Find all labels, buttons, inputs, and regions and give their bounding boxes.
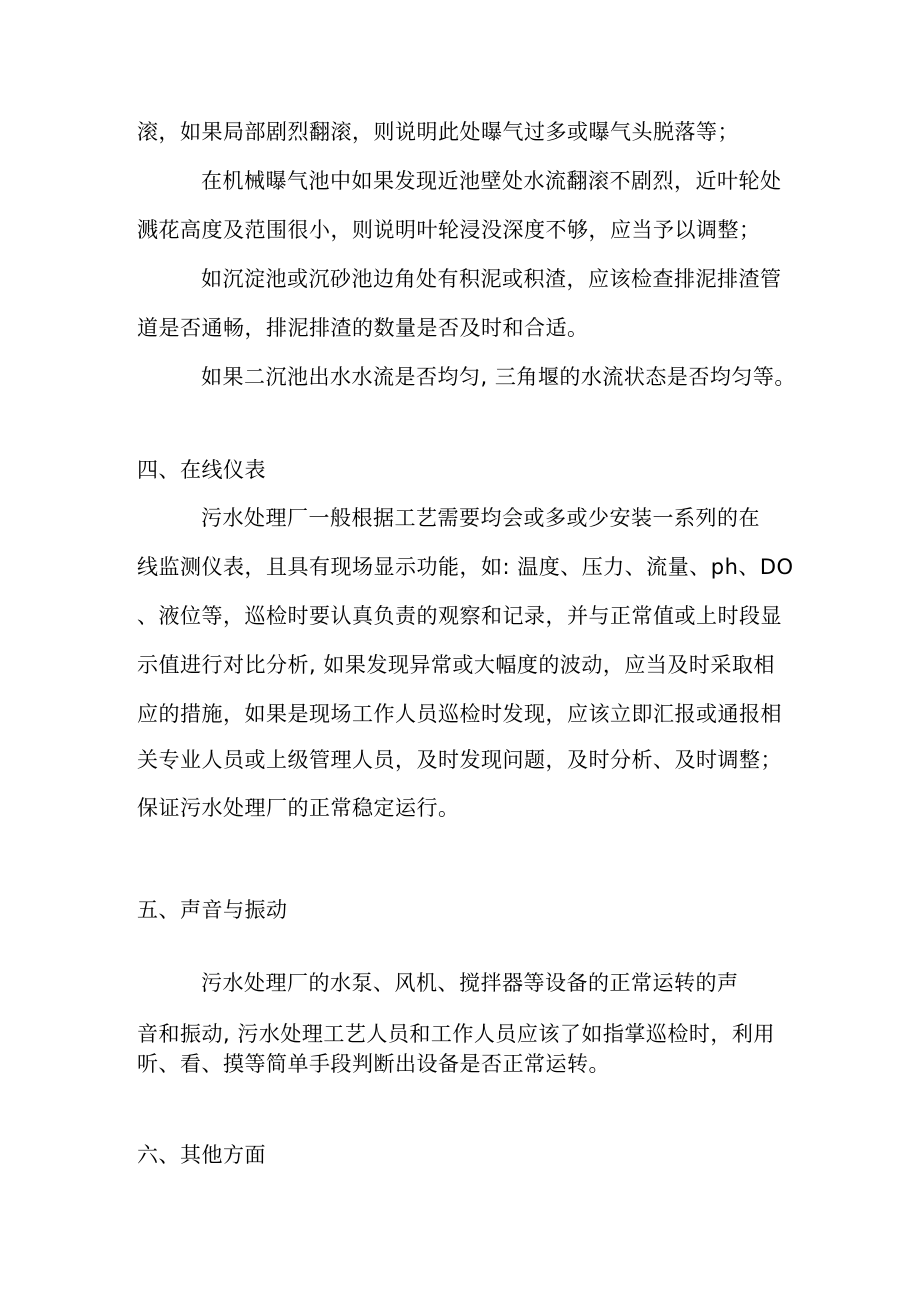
paragraph-line: 保证污水处理厂的正常稳定运行。 xyxy=(137,796,460,820)
section-heading-5: 五、声音与振动 xyxy=(137,898,288,922)
paragraph-line: 污水处理厂的水泵、风机、搅拌器等设备的正常运转的声 xyxy=(201,971,739,995)
paragraph-line: 示值进行对比分析, 如果发现异常或大幅度的波动，应当及时采取相 xyxy=(137,653,775,677)
paragraph-line: 、液位等，巡检时要认真负责的观察和记录，并与正常值或上时段显 xyxy=(137,604,782,628)
paragraph-line: 在机械曝气池中如果发现近池壁处水流翻滚不剧烈，近叶轮处 xyxy=(201,169,782,193)
paragraph-line: 溅花高度及范围很小，则说明叶轮浸没深度不够，应当予以调整； xyxy=(137,218,761,242)
paragraph-line: 道是否通畅，排泥排渣的数量是否及时和合适。 xyxy=(137,316,589,340)
section-heading-6: 六、其他方面 xyxy=(137,1143,266,1167)
paragraph-line: 关专业人员或上级管理人员，及时发现问题，及时分析、及时调整； xyxy=(137,748,782,772)
paragraph-line: 如沉淀池或沉砂池边角处有积泥或积渣，应该检查排泥排渣管 xyxy=(201,267,782,291)
section-heading-4: 四、在线仪表 xyxy=(137,458,266,482)
paragraph-line: 污水处理厂一般根据工艺需要均会或多或少安装一系列的在 xyxy=(201,506,760,530)
paragraph-line: 听、看、摸等简单手段判断出设备是否正常运转。 xyxy=(137,1052,610,1076)
paragraph-line: 线监测仪表，且具有现场显示功能，如: 温度、压力、流量、ph、DO xyxy=(137,555,794,579)
paragraph-line: 滚，如果局部剧烈翻滚，则说明此处曝气过多或曝气头脱落等； xyxy=(137,120,739,144)
paragraph-line: 应的措施，如果是现场工作人员巡检时发现，应该立即汇报或通报相 xyxy=(137,702,782,726)
paragraph-line: 音和振动, 污水处理工艺人员和工作人员应该了如指掌巡检时，利用 xyxy=(137,1022,775,1046)
paragraph-line: 如果二沉池出水水流是否均匀, 三角堰的水流状态是否均匀等。 xyxy=(201,365,796,389)
